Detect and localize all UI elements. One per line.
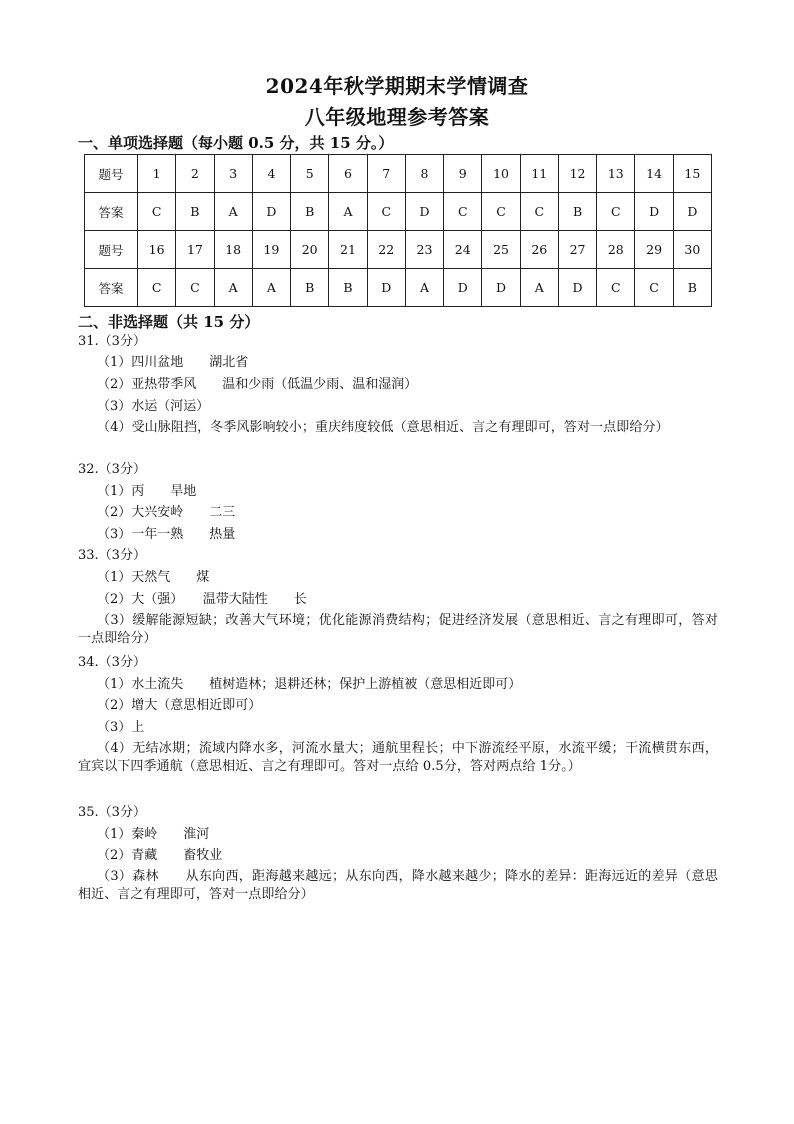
table-cell: 18: [214, 231, 252, 269]
answer-line: （2）亚热带季风 温和少雨（低温少雨、温和湿润）: [97, 377, 418, 392]
table-cell: 1: [138, 155, 176, 193]
table-cell: D: [558, 269, 596, 307]
question-32-heading: 32.（3分）: [78, 462, 146, 477]
table-cell: 12: [558, 155, 596, 193]
answer-line: （2）青藏 畜牧业: [97, 848, 223, 863]
table-cell: B: [558, 193, 596, 231]
table-cell: 23: [405, 231, 443, 269]
table-cell: 4: [252, 155, 290, 193]
table-cell: 10: [482, 155, 520, 193]
table-cell: B: [329, 269, 367, 307]
question-34-heading: 34.（3分）: [78, 655, 146, 670]
answer-paragraph: （4）无结冰期；流域内降水多，河流水量大；通航里程长；中下游流经平原，水流平缓；干流横贯东西，宜宾以下四季通航（意思相近、言之有理即可。答对一点给 0.5分，答对两点给 1分。）: [78, 741, 718, 774]
answer-table: [84, 154, 712, 307]
question-31-heading: 31.（3分）: [78, 334, 146, 349]
table-cell: 17: [176, 231, 214, 269]
table-cell: A: [252, 269, 290, 307]
table-cell: C: [482, 193, 520, 231]
row-label-question: 题号: [85, 155, 138, 193]
table-cell: 22: [367, 231, 405, 269]
table-cell: 6: [329, 155, 367, 193]
table-cell: D: [482, 269, 520, 307]
row-label-answer: 答案: [85, 193, 138, 231]
table-cell: 24: [444, 231, 482, 269]
table-cell: A: [520, 269, 558, 307]
table-cell: D: [252, 193, 290, 231]
section-heading-nonchoice: 二、非选择题（共 15 分）: [78, 313, 260, 331]
table-cell: 5: [291, 155, 329, 193]
table-cell: 14: [635, 155, 673, 193]
table-cell: D: [635, 193, 673, 231]
table-cell: A: [329, 193, 367, 231]
row-label-question: 题号: [85, 231, 138, 269]
table-cell: C: [520, 193, 558, 231]
table-cell: 29: [635, 231, 673, 269]
table-row-answers-2: [85, 269, 712, 307]
section-heading-choice: 一、单项选择题（每小题 0.5 分，共 15 分。）: [78, 134, 394, 152]
table-cell: A: [214, 269, 252, 307]
answer-line: （1）秦岭 淮河: [97, 827, 210, 842]
table-cell: C: [597, 193, 635, 231]
page-subtitle: 八年级地理参考答案: [304, 105, 490, 129]
table-cell: D: [367, 269, 405, 307]
table-cell: C: [138, 193, 176, 231]
table-cell: C: [635, 269, 673, 307]
table-cell: 28: [597, 231, 635, 269]
question-33-heading: 33.（3分）: [78, 548, 146, 563]
table-cell: 2: [176, 155, 214, 193]
table-cell: C: [367, 193, 405, 231]
answer-line: （2）增大（意思相近即可）: [97, 698, 262, 713]
table-cell: D: [673, 193, 711, 231]
table-cell: D: [444, 269, 482, 307]
table-cell: B: [291, 193, 329, 231]
table-cell: B: [673, 269, 711, 307]
answer-line: （2）大兴安岭 二三: [97, 505, 236, 520]
answer-paragraph: （3）缓解能源短缺；改善大气环境；优化能源消费结构；促进经济发展（意思相近、言之有理即可，答对一点即给分）: [78, 613, 718, 646]
table-cell: 27: [558, 231, 596, 269]
answer-line: （3）一年一熟 热量: [97, 527, 236, 542]
table-cell: 13: [597, 155, 635, 193]
table-cell: 3: [214, 155, 252, 193]
table-cell: 20: [291, 231, 329, 269]
table-cell: C: [176, 269, 214, 307]
table-cell: 16: [138, 231, 176, 269]
answer-line: （1）四川盆地 湖北省: [97, 355, 249, 370]
table-cell: C: [597, 269, 635, 307]
row-label-answer: 答案: [85, 269, 138, 307]
answer-line: （1）丙 旱地: [97, 484, 197, 499]
table-cell: C: [444, 193, 482, 231]
answer-paragraph: （4）受山脉阻挡，冬季风影响较小；重庆纬度较低（意思相近、言之有理即可，答对一点即给分）: [97, 420, 669, 435]
table-cell: 7: [367, 155, 405, 193]
table-cell: 30: [673, 231, 711, 269]
table-cell: 19: [252, 231, 290, 269]
table-cell: 21: [329, 231, 367, 269]
table-cell: 11: [520, 155, 558, 193]
table-cell: D: [405, 193, 443, 231]
table-cell: 25: [482, 231, 520, 269]
answer-line: （1）水土流失 植树造林；退耕还林；保护上游植被（意思相近即可）: [97, 677, 522, 692]
answer-line: （1）天然气 煤: [97, 570, 210, 585]
answer-line: （3）上: [97, 720, 145, 735]
answer-line: （2）大（强） 温带大陆性 长: [97, 592, 307, 607]
table-cell: C: [138, 269, 176, 307]
table-cell: B: [291, 269, 329, 307]
answer-paragraph: （3）森林 从东向西，距海越来越远；从东向西，降水越来越少；降水的差异：距海远近的差异（意思相近、言之有理即可，答对一点即给分）: [78, 869, 718, 902]
table-row-question-numbers-2: [85, 231, 712, 269]
question-35-heading: 35.（3分）: [78, 805, 146, 820]
table-row-question-numbers-1: [85, 155, 712, 193]
table-cell: 9: [444, 155, 482, 193]
table-cell: 26: [520, 231, 558, 269]
page-title: 2024年秋学期期末学情调查: [265, 74, 529, 98]
table-row-answers-1: [85, 193, 712, 231]
table-cell: A: [214, 193, 252, 231]
table-cell: 15: [673, 155, 711, 193]
table-cell: A: [405, 269, 443, 307]
table-cell: B: [176, 193, 214, 231]
answer-line: （3）水运（河运）: [97, 399, 210, 414]
table-cell: 8: [405, 155, 443, 193]
